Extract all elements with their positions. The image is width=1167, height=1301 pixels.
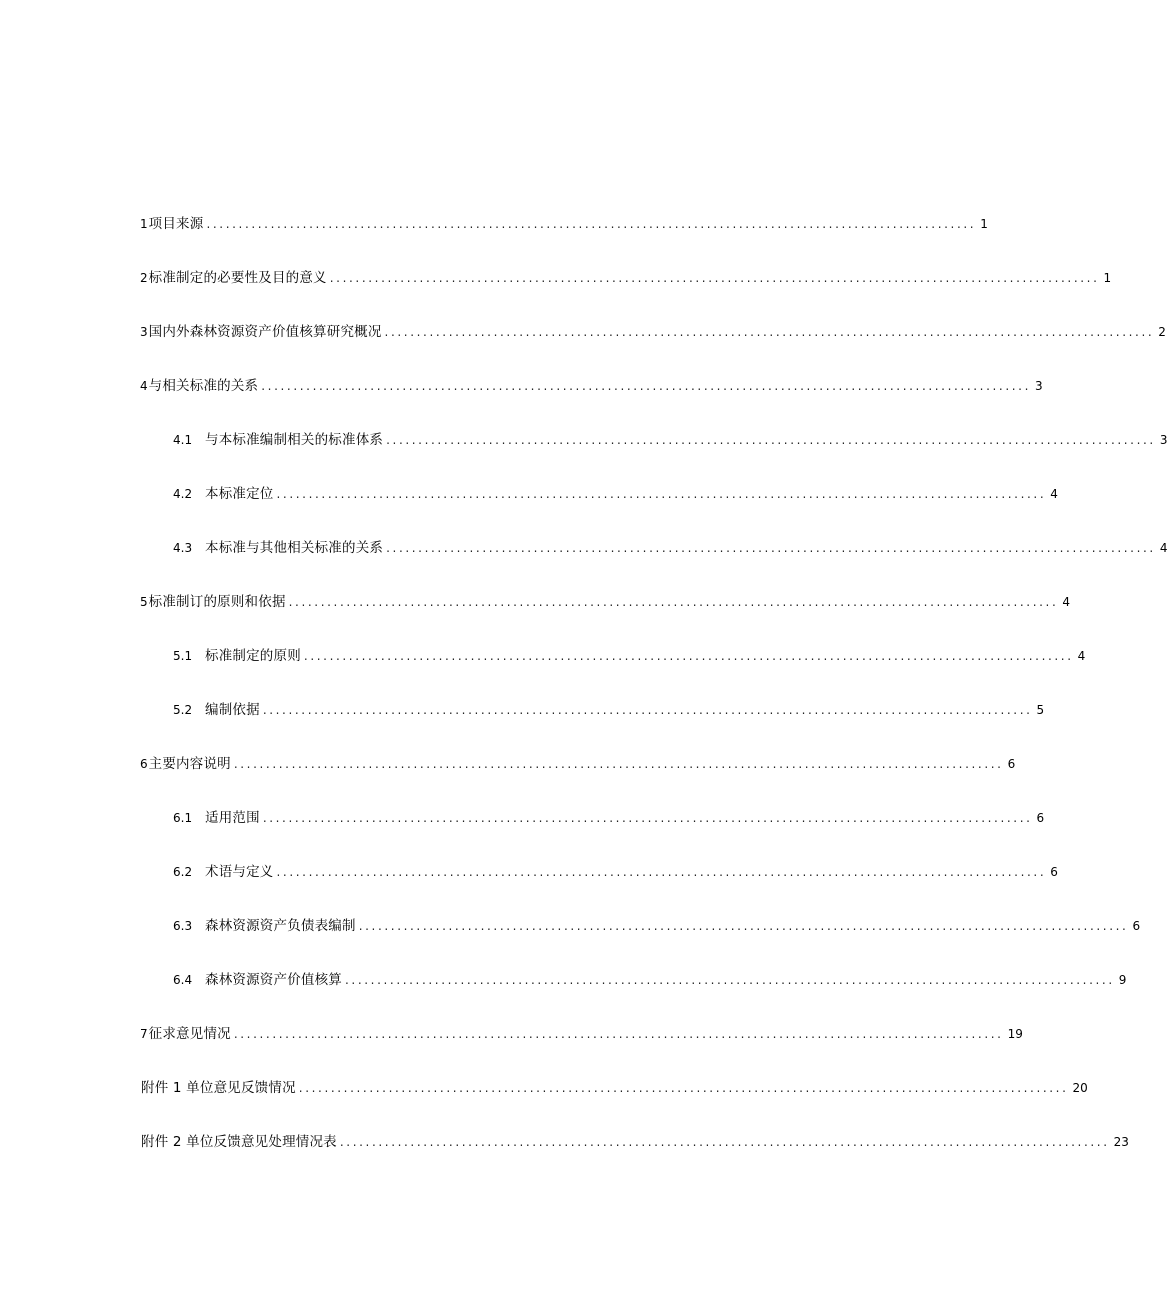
toc-entry-page: 4: [1062, 595, 1071, 609]
toc-entry-6-3[interactable]: [173, 916, 1141, 936]
dot-leader: ........................................................................................................................: [329, 271, 1100, 285]
toc-entry-5[interactable]: [140, 592, 1071, 612]
toc-entry-page: 6: [1132, 919, 1141, 933]
toc-entry-page: 6: [1007, 757, 1016, 771]
dot-leader: ........................................................................................................................: [345, 973, 1115, 987]
toc-entry-title: 主要内容说明: [148, 756, 231, 772]
toc-entry-appendix-1[interactable]: [140, 1078, 1088, 1098]
dot-leader: ........................................................................................................................: [386, 541, 1156, 555]
dot-leader: ........................................................................................................................: [233, 757, 1004, 771]
toc-entry-page: 23: [1113, 1135, 1129, 1149]
toc-entry-title: 术语与定义: [205, 864, 274, 880]
toc-entry-number: 6.1: [173, 811, 193, 825]
dot-leader: ........................................................................................................................: [303, 649, 1074, 663]
toc-entry-6[interactable]: [140, 754, 1016, 774]
toc-entry-title: 适用范围: [205, 810, 260, 826]
toc-entry-number: 5.1: [173, 649, 193, 663]
toc-entry-page: 3: [1159, 433, 1167, 447]
toc-entry-appendix-2[interactable]: [140, 1132, 1129, 1152]
dot-leader: ........................................................................................................................: [261, 379, 1031, 393]
toc-entry-number: 7: [140, 1027, 148, 1041]
toc-entry-title: 标准制定的必要性及目的意义: [148, 270, 327, 286]
toc-entry-title: 附件 1 单位意见反馈情况: [141, 1080, 296, 1096]
dot-leader: ........................................................................................................................: [262, 811, 1033, 825]
toc-entry-title: 与本标准编制相关的标准体系: [205, 432, 384, 448]
toc-entry-title: 森林资源资产负债表编制: [205, 918, 356, 934]
toc-entry-4-3[interactable]: [173, 538, 1167, 558]
toc-entry-title: 本标准定位: [205, 486, 274, 502]
toc-entry-title: 国内外森林资源资产价值核算研究概况: [148, 324, 382, 340]
dot-leader: ........................................................................................................................: [358, 919, 1129, 933]
toc-entry-number: 4.1: [173, 433, 193, 447]
toc-entry-5-2[interactable]: [173, 700, 1045, 720]
dot-leader: ........................................................................................................................: [384, 325, 1155, 339]
toc-entry-number: 4.3: [173, 541, 193, 555]
toc-entry-page: 2: [1158, 325, 1166, 339]
toc-entry-5-1[interactable]: [173, 646, 1086, 666]
toc-entry-number: 4.2: [173, 487, 193, 501]
dot-leader: ........................................................................................................................: [206, 217, 977, 231]
dot-leader: ........................................................................................................................: [339, 1135, 1110, 1149]
toc-entry-page: 1: [1103, 271, 1112, 285]
toc-entry-title: 征求意见情况: [148, 1026, 231, 1042]
toc-entry-title: 本标准与其他相关标准的关系: [205, 540, 384, 556]
toc-entry-number: 3: [140, 325, 148, 339]
toc-entry-page: 20: [1072, 1081, 1088, 1095]
toc-entry-number: 2: [140, 271, 148, 285]
dot-leader: ........................................................................................................................: [262, 703, 1033, 717]
toc-entry-1[interactable]: [140, 214, 988, 234]
toc-entry-number: 6: [140, 757, 148, 771]
dot-leader: ........................................................................................................................: [288, 595, 1059, 609]
toc-entry-title: 森林资源资产价值核算: [205, 972, 342, 988]
toc-entry-6-4[interactable]: [173, 970, 1127, 990]
toc-entry-7[interactable]: [140, 1024, 1023, 1044]
toc-entry-3[interactable]: [140, 322, 1166, 342]
toc-entry-4[interactable]: [140, 376, 1043, 396]
toc-entry-title: 编制依据: [205, 702, 260, 718]
toc-entry-page: 4: [1050, 487, 1058, 501]
toc-entry-title: 项目来源: [148, 216, 204, 232]
dot-leader: ........................................................................................................................: [276, 865, 1047, 879]
toc-entry-number: 5.2: [173, 703, 193, 717]
toc-entry-6-1[interactable]: [173, 808, 1045, 828]
toc-entry-2[interactable]: [140, 268, 1112, 288]
toc-entry-4-2[interactable]: [173, 484, 1058, 504]
dot-leader: ........................................................................................................................: [298, 1081, 1069, 1095]
toc-entry-number: 6.4: [173, 973, 193, 987]
toc-entry-page: 6: [1036, 811, 1045, 825]
toc-entry-page: 6: [1050, 865, 1058, 879]
toc-entry-page: 9: [1118, 973, 1127, 987]
toc-entry-number: 4: [140, 379, 148, 393]
toc-entry-6-2[interactable]: [173, 862, 1058, 882]
toc-entry-number: 6.2: [173, 865, 193, 879]
toc-entry-page: 4: [1159, 541, 1167, 555]
toc-entry-number: 5: [140, 595, 148, 609]
toc-entry-page: 4: [1077, 649, 1086, 663]
dot-leader: ........................................................................................................................: [386, 433, 1156, 447]
toc-entry-title: 标准制订的原则和依据: [148, 594, 286, 610]
toc-entry-title: 附件 2 单位反馈意见处理情况表: [141, 1134, 337, 1150]
toc-entry-title: 与相关标准的关系: [148, 378, 259, 394]
dot-leader: ........................................................................................................................: [233, 1027, 1004, 1041]
toc-entry-page: 3: [1034, 379, 1043, 393]
dot-leader: ........................................................................................................................: [276, 487, 1047, 501]
toc-entry-title: 标准制定的原则: [205, 648, 301, 664]
toc-entry-number: 1: [140, 217, 148, 231]
toc-entry-4-1[interactable]: [173, 430, 1167, 450]
toc-entry-number: 6.3: [173, 919, 193, 933]
toc-entry-page: 19: [1007, 1027, 1023, 1041]
toc-entry-page: 5: [1036, 703, 1045, 717]
toc-entry-page: 1: [980, 217, 988, 231]
